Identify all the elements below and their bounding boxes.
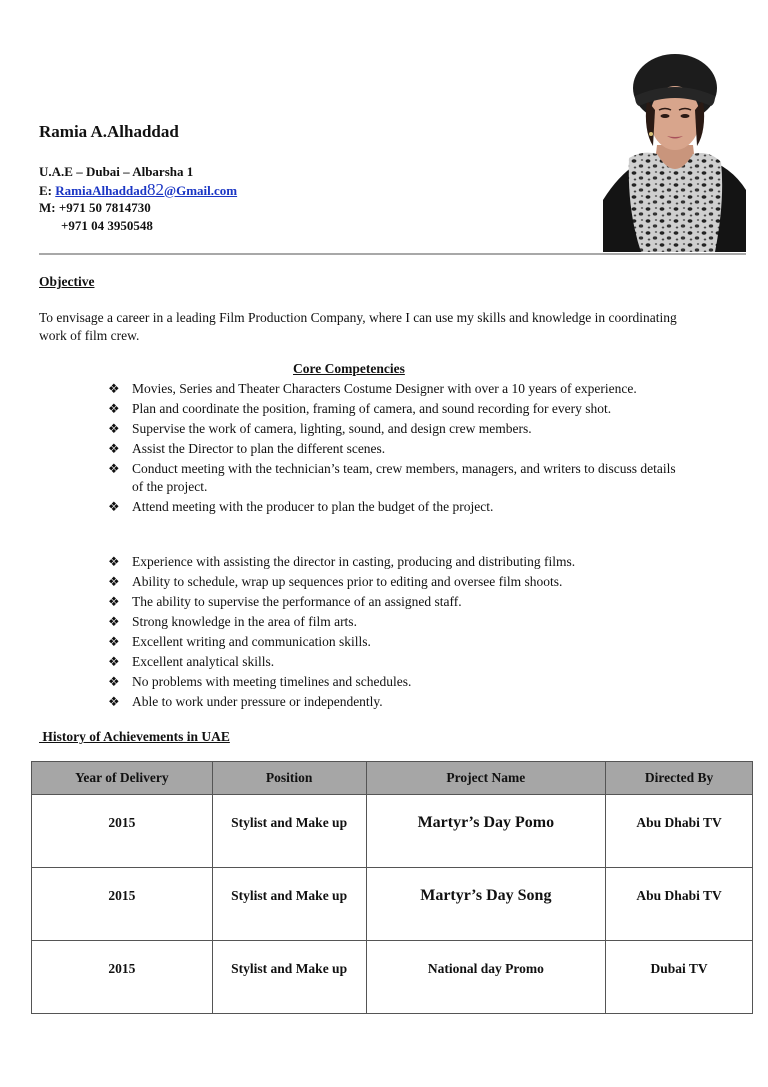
diamond-bullet-icon: ❖	[108, 461, 120, 476]
table-cell: Stylist and Make up	[212, 868, 366, 941]
list-item: ❖ Able to work under pressure or independently.	[108, 694, 383, 709]
table-cell: 2015	[32, 795, 213, 868]
list-item: ❖ Attend meeting with the producer to plan the budget of the project.	[108, 498, 494, 514]
landline-phone: +971 04 3950548	[61, 217, 153, 233]
diamond-bullet-icon: ❖	[108, 498, 120, 514]
list-item: ❖ Strong knowledge in the area of film arts.	[108, 614, 357, 629]
list-item: ❖ No problems with meeting timelines and schedules.	[108, 674, 412, 689]
competencies-list-1	[108, 380, 688, 518]
table-cell: 2015	[32, 941, 213, 1014]
core-competencies-heading: Core Competencies	[293, 361, 405, 376]
table-cell: Abu Dhabi TV	[606, 868, 753, 941]
mobile-phone: M: +971 50 7814730	[39, 200, 151, 215]
table-cell: Martyr’s Day Song	[366, 868, 606, 941]
objective-text: To envisage a career in a leading Film Production Company, where I can use my skills and knowledge in coordinating work of film crew.	[39, 310, 677, 343]
table-cell: National day Promo	[366, 941, 606, 1014]
table-cell: Dubai TV	[606, 941, 753, 1014]
column-header: Directed By	[606, 762, 753, 795]
competencies-list-2	[108, 553, 688, 713]
achievements-table	[31, 761, 753, 1014]
table-header-row	[32, 762, 753, 795]
column-header: Project Name	[366, 762, 606, 795]
table-cell: Martyr’s Day Pomo	[366, 795, 606, 868]
address: U.A.E – Dubai – Albarsha 1	[39, 164, 194, 179]
diamond-bullet-icon: ❖	[108, 574, 120, 589]
table-row	[32, 795, 753, 868]
diamond-bullet-icon: ❖	[108, 441, 120, 456]
column-header: Position	[212, 762, 366, 795]
diamond-bullet-icon: ❖	[108, 634, 120, 649]
diamond-bullet-icon: ❖	[108, 594, 120, 609]
diamond-bullet-icon: ❖	[108, 421, 120, 436]
profile-photo	[603, 50, 746, 252]
list-item: ❖ Supervise the work of camera, lighting, sound, and design crew members.	[108, 421, 532, 436]
list-item: ❖ The ability to supervise the performance of an assigned staff.	[108, 594, 462, 609]
diamond-bullet-icon: ❖	[108, 554, 120, 569]
email-line	[39, 181, 237, 200]
list-item: ❖ Experience with assisting the director in casting, producing and distributing films.	[108, 554, 576, 569]
list-item: ❖ Excellent writing and communication skills.	[108, 634, 371, 649]
list-item: ❖ Assist the Director to plan the different scenes.	[108, 441, 386, 456]
diamond-bullet-icon: ❖	[108, 381, 120, 396]
objective-heading: Objective	[39, 274, 95, 289]
list-item: ❖ Ability to schedule, wrap up sequences prior to editing and oversee film shoots.	[108, 574, 563, 589]
table-cell: Stylist and Make up	[212, 941, 366, 1014]
email-label: E:	[39, 182, 56, 198]
list-item: ❖ Excellent analytical skills.	[108, 654, 275, 669]
diamond-bullet-icon: ❖	[108, 674, 120, 689]
email-link[interactable]: RamiaAlhaddad82@Gmail.com	[55, 179, 238, 199]
column-header: Year of Delivery	[32, 762, 213, 795]
contact-block	[39, 163, 237, 234]
table-row	[32, 868, 753, 941]
diamond-bullet-icon: ❖	[108, 614, 120, 629]
header-divider	[39, 253, 746, 255]
list-item: ❖ Plan and coordinate the position, framing of camera, and sound recording for every shot.	[108, 401, 612, 416]
table-row	[32, 941, 753, 1014]
table-cell: 2015	[32, 868, 213, 941]
table-cell: Abu Dhabi TV	[606, 795, 753, 868]
diamond-bullet-icon: ❖	[108, 654, 120, 669]
candidate-name: Ramia A.Alhaddad	[39, 122, 179, 141]
table-cell: Stylist and Make up	[212, 795, 366, 868]
list-item: ❖ Movies, Series and Theater Characters Costume Designer with over a 10 years of experience.	[108, 381, 637, 396]
list-item: ❖ Conduct meeting with the technician’s team, crew members, managers, and writers to discuss details of the project.	[108, 461, 676, 494]
diamond-bullet-icon: ❖	[108, 694, 120, 709]
history-heading: History of Achievements in UAE	[39, 729, 230, 744]
diamond-bullet-icon: ❖	[108, 401, 120, 416]
